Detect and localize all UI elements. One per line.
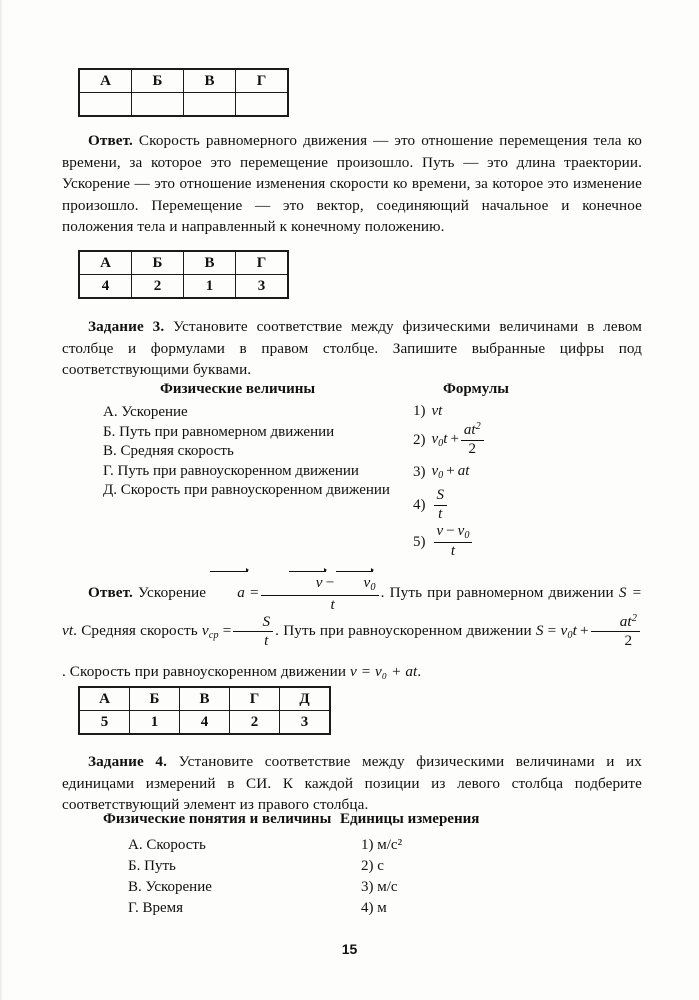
answer-segment: . Путь при равноускоренном движении bbox=[275, 621, 536, 639]
answer-label: Ответ. bbox=[88, 132, 133, 149]
table-header-cell: Б bbox=[132, 251, 184, 275]
task4-statement bbox=[62, 751, 642, 816]
formula-expression: $\frac{v - v_0}{t}$ bbox=[432, 524, 475, 560]
list-item: А. Скорость bbox=[128, 837, 206, 853]
answer-paragraph-task2 bbox=[62, 130, 642, 238]
list-item: 3) м/с bbox=[361, 879, 398, 895]
table-row-headers bbox=[79, 69, 288, 93]
formula-acceleration: a = $\frac{v - v_0}{t}$ bbox=[211, 584, 380, 601]
answer-segment: . Средняя скорость bbox=[73, 621, 202, 639]
table-row-headers bbox=[79, 251, 288, 275]
formula-expression: vt bbox=[431, 402, 443, 419]
task4-items-list bbox=[128, 835, 212, 919]
table-value-cell[interactable] bbox=[132, 93, 184, 117]
table-row bbox=[79, 711, 330, 735]
formula-number: 1) bbox=[413, 402, 426, 419]
table-header-cell: А bbox=[79, 687, 130, 711]
table-value-cell[interactable]: 4 bbox=[180, 711, 230, 735]
list-item: 1) м/с² bbox=[361, 837, 403, 853]
list-item: Б. Путь bbox=[128, 858, 176, 874]
formula-speed-accel: v = v₀ + at bbox=[349, 662, 418, 680]
answer-segment: . Скорость при равноускоренном движении bbox=[62, 662, 350, 680]
page-edge-shadow bbox=[0, 0, 3, 1000]
table-value-cell[interactable]: 1 bbox=[130, 711, 180, 735]
table-header-cell: Г bbox=[236, 69, 289, 93]
table-header-cell: Д bbox=[280, 687, 331, 711]
list-item: Б. Путь при равномерном движении bbox=[103, 423, 335, 440]
task3-label: Задание 3. bbox=[88, 318, 165, 335]
list-item: Д. Скорость при равноускоренном движении bbox=[103, 482, 390, 498]
formula-number: 2) bbox=[413, 431, 426, 448]
answer-paragraph-task3 bbox=[62, 574, 642, 690]
list-item: В. Средняя скорость bbox=[103, 443, 234, 459]
table-value-cell[interactable] bbox=[236, 93, 289, 117]
formula-path-accel: $S = v_0t$ + $\frac{at^2}{2}$ bbox=[536, 622, 642, 639]
task4-right-header: Единицы измерения bbox=[340, 811, 480, 827]
table-header-cell: Б bbox=[132, 69, 184, 93]
formula-average-speed: $v_{ср}$ = $\frac{S}{t}$ bbox=[202, 622, 275, 639]
task3-items-list bbox=[103, 403, 390, 501]
table-value-cell[interactable]: 3 bbox=[236, 275, 289, 299]
formula-path-uniform: S = vt bbox=[62, 584, 642, 639]
table-header-cell: Г bbox=[236, 251, 289, 275]
task4-label: Задание 4. bbox=[88, 753, 167, 770]
table-header-cell: В bbox=[180, 687, 230, 711]
table-value-cell[interactable] bbox=[79, 93, 132, 117]
formula-expression: $\frac{S}{t}$ bbox=[432, 488, 450, 522]
list-item: 4) м bbox=[361, 900, 387, 916]
answer-segment: . bbox=[417, 662, 422, 680]
answer-table-3 bbox=[78, 686, 331, 735]
table-row bbox=[79, 93, 288, 117]
task4-units-list bbox=[361, 835, 402, 919]
list-item: В. Ускорение bbox=[128, 879, 212, 895]
formula-expression: $v_0t$ + $\frac{at^2}{2}$ bbox=[432, 422, 486, 457]
table-value-cell[interactable]: 2 bbox=[230, 711, 280, 735]
table-header-cell: Г bbox=[230, 687, 280, 711]
task4-left-header: Физические понятия и величины bbox=[103, 811, 332, 827]
list-item: Г. Время bbox=[128, 900, 184, 916]
formula-expression: $v_0$ + at bbox=[431, 463, 470, 481]
table-header-cell: В bbox=[184, 69, 236, 93]
table-value-cell[interactable]: 3 bbox=[280, 711, 331, 735]
list-item: Г. Путь при равноускоренном движении bbox=[103, 462, 359, 479]
task3-statement bbox=[62, 316, 642, 381]
answer-text: Скорость равномерного движения — это отношение перемещения тела ко времени, за которое это перемещение произошло. Путь — это длина траектории. Ускорение — это отношение изменения скорости ко времени, за которое это изменение произошло. Перемещение — это вектор, соединяющий начальное и конечное положения тела и направленный к конечному положению. bbox=[62, 132, 642, 235]
table-value-cell[interactable]: 2 bbox=[132, 275, 184, 299]
task3-text: Установите соответствие между физическими величинами в левом столбце и формулами в правом столбце. Запишите выбранные цифры под соответствующими буквами. bbox=[62, 318, 642, 378]
task4-text: Установите соответствие между физическими величинами и их единицами измерений в СИ. К каждой позиции из левого столбца подберите соответствующий элемент из правого столбца. bbox=[62, 753, 642, 813]
answer-table-1 bbox=[78, 68, 289, 117]
table-value-cell[interactable]: 5 bbox=[79, 711, 130, 735]
formula-number: 4) bbox=[413, 496, 426, 513]
answer-segment: Ускорение bbox=[132, 584, 212, 601]
table-value-cell[interactable]: 4 bbox=[79, 275, 132, 299]
answer-table-2 bbox=[78, 250, 289, 299]
table-header-cell: Б bbox=[130, 687, 180, 711]
formula-number: 5) bbox=[413, 533, 426, 550]
list-item: А. Ускорение bbox=[103, 404, 188, 420]
table-row bbox=[79, 275, 288, 299]
page-number: 15 bbox=[341, 941, 358, 957]
list-item: 2) с bbox=[361, 858, 384, 874]
answer-label: Ответ. bbox=[88, 584, 133, 601]
task3-right-header: Формулы bbox=[443, 381, 509, 397]
answer-segment: . Путь при равномерном движении bbox=[380, 584, 619, 601]
table-value-cell[interactable]: 1 bbox=[184, 275, 236, 299]
task3-left-header: Физические величины bbox=[160, 381, 316, 397]
table-value-cell[interactable] bbox=[184, 93, 236, 117]
table-header-cell: А bbox=[79, 69, 132, 93]
table-header-cell: В bbox=[184, 251, 236, 275]
table-header-cell: А bbox=[79, 251, 132, 275]
table-row-headers bbox=[79, 687, 330, 711]
formula-number: 3) bbox=[413, 463, 426, 480]
